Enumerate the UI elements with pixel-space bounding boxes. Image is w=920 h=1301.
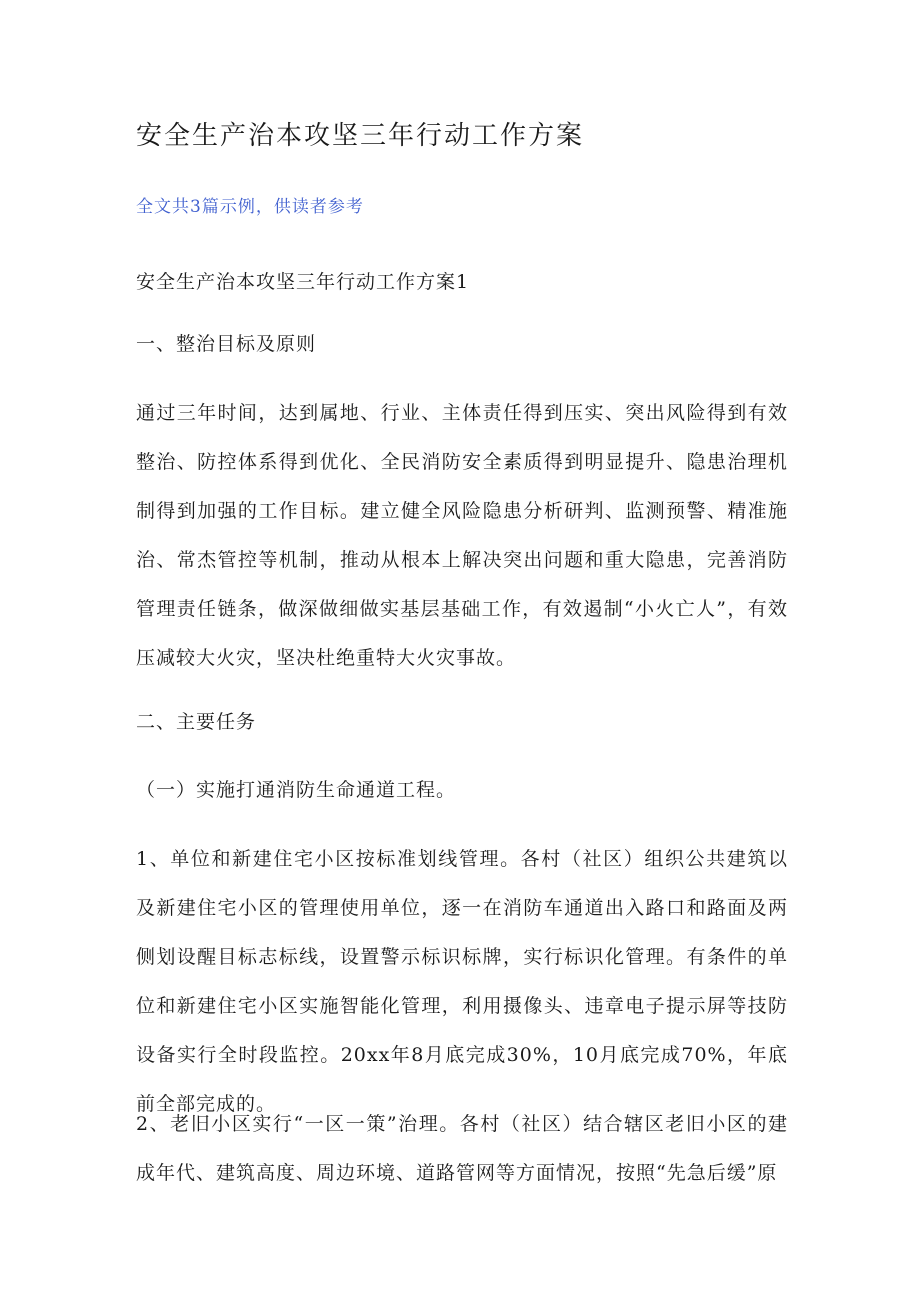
section-heading-goals: 一、整治目标及原则 [136,333,317,355]
subsection-heading: （一）实施打通消防生命通道工程。 [136,779,457,801]
document-subtitle: 安全生产治本攻坚三年行动工作方案1 [136,271,470,293]
paragraph-goals: 通过三年时间，达到属地、行业、主体责任得到压实、突出风险得到有效整治、防控体系得到优化、全民消防安全素质得到明显提升、隐患治理机制得到加强的工作目标。建立健全风险隐患分析研判、监测预警、精准施治、常杰管控等机制，推动从根本上解决突出问题和重大隐患，完善消防管理责任链条，做深做细做实基层基础工作，有效遏制“小火亡人”，有效压减较大火灾，坚决杜绝重特大火灾事故。 [136,402,788,669]
paragraph-item-1: 1、单位和新建住宅小区按标准划线管理。各村（社区）组织公共建筑以及新建住宅小区的管理使用单位，逐一在消防车通道出入路口和路面及两侧划设醒目标志标线，设置警示标识标牌，实行标识化管理。有条件的单位和新建住宅小区实施智能化管理，利用摄像头、违章电子提示屏等技防设备实行全时段监控。20xx年8月底完成30%，10月底完成70%，年底前全部完成的。 [136,848,788,1115]
section-heading-tasks: 二、主要任务 [136,711,257,733]
paragraph-item-2: 2、老旧小区实行“一区一策”治理。各村（社区）结合辖区老旧小区的建成年代、建筑高度、周边环境、道路管网等方面情况，按照“先急后缓”原 [136,1113,788,1184]
document-title: 安全生产治本攻坚三年行动工作方案 [136,121,585,151]
document-note: 全文共3篇示例，供读者参考 [136,197,364,217]
